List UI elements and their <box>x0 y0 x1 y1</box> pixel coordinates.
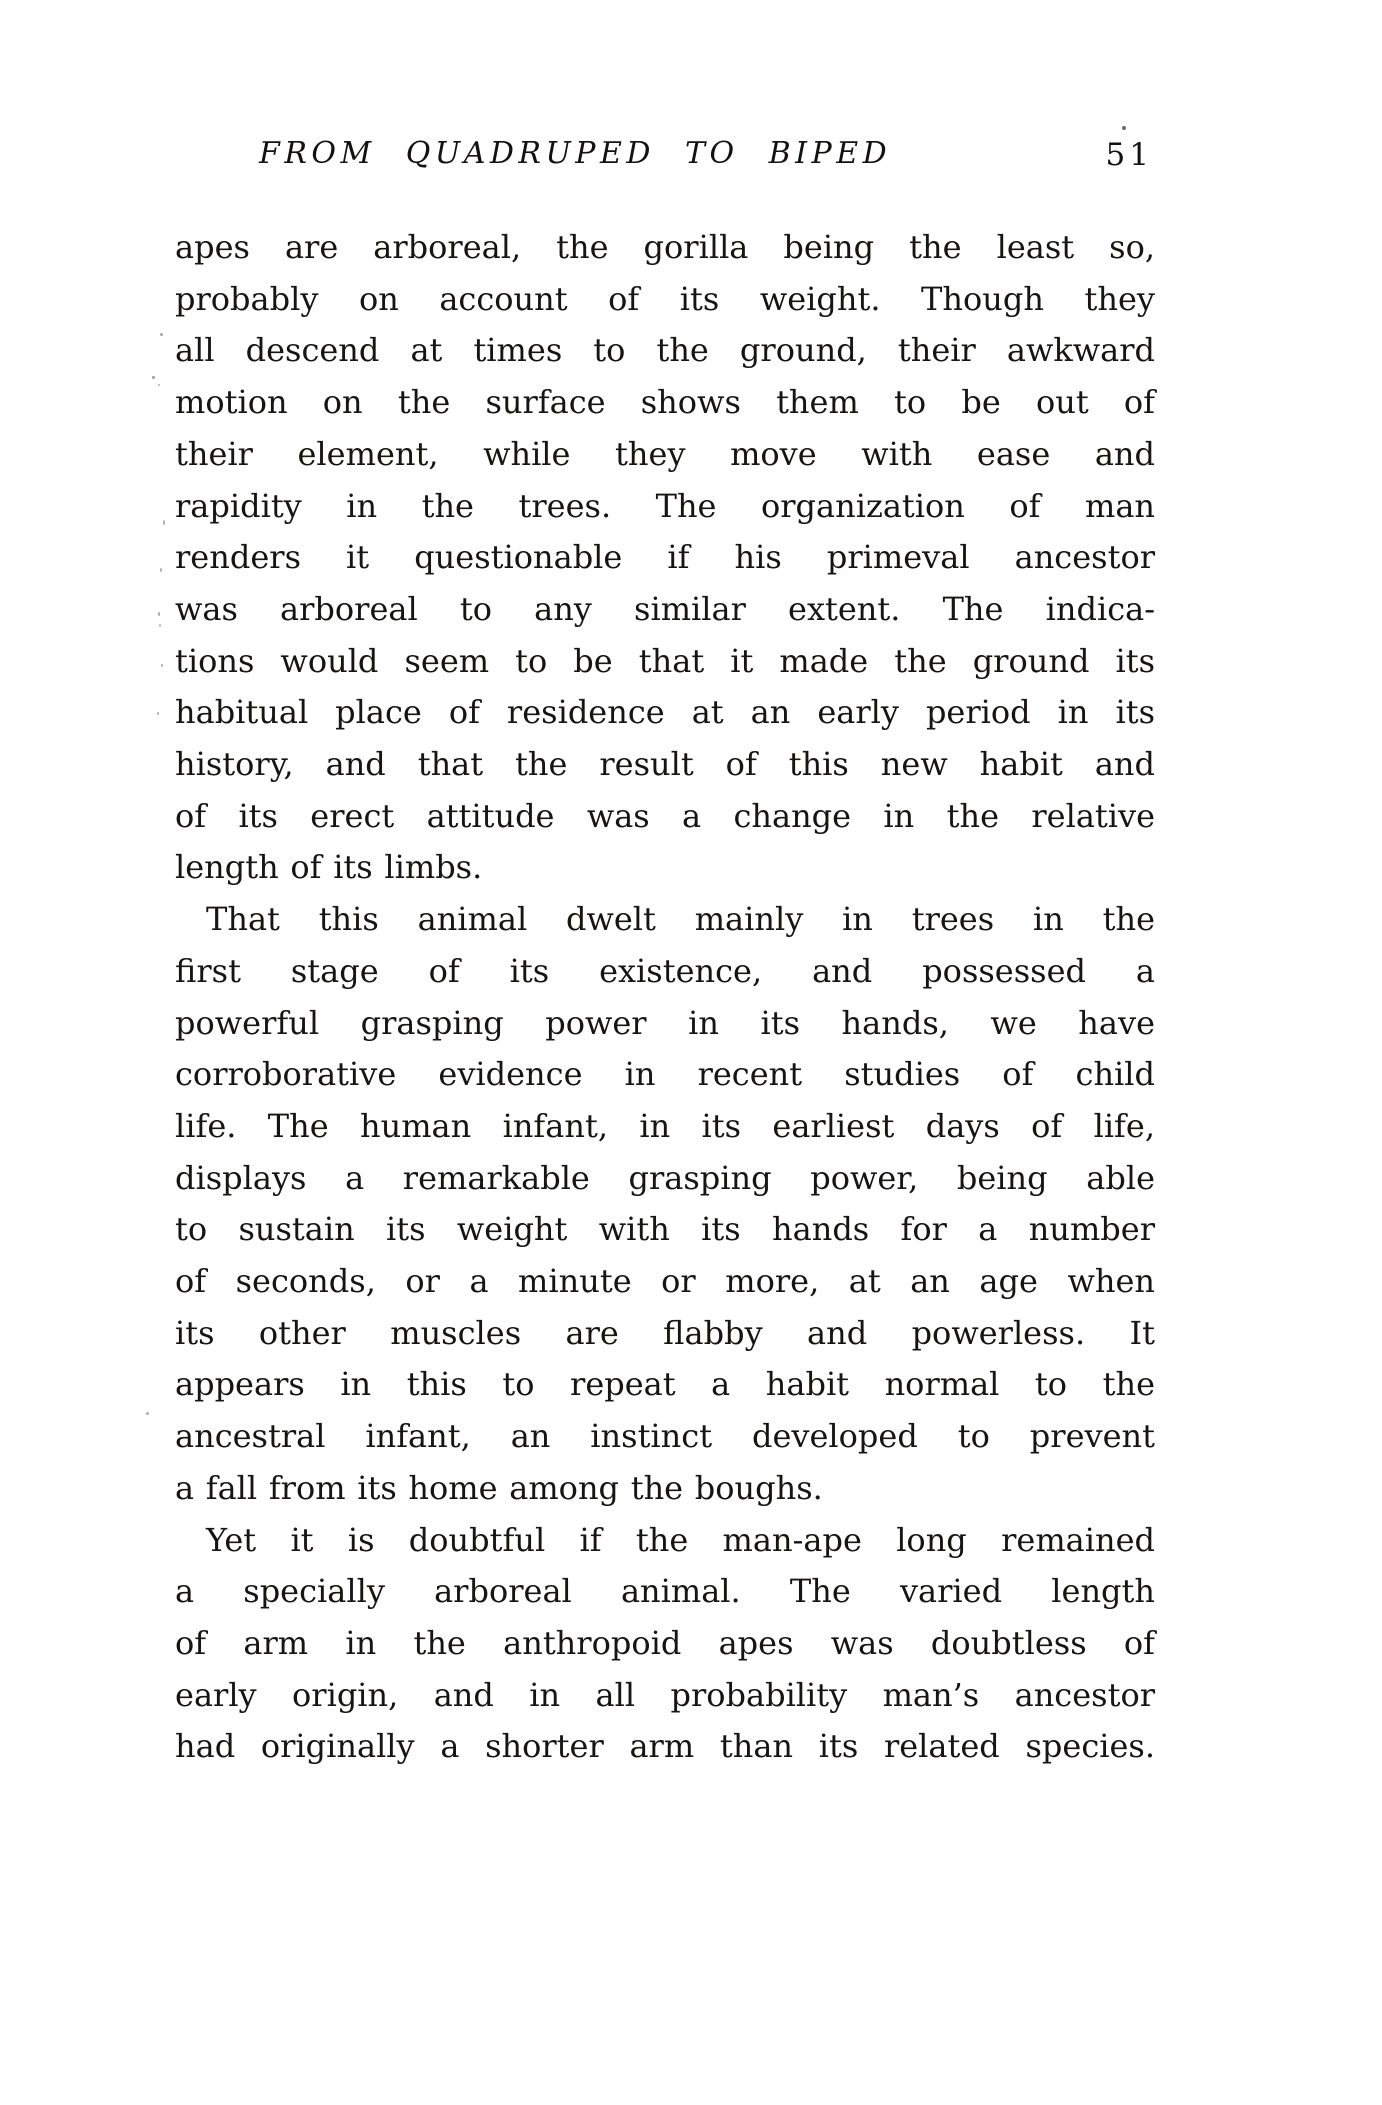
scan-speck <box>159 624 161 627</box>
text-line: motion on the surface shows them to be out of <box>175 383 1155 422</box>
scan-speck <box>157 712 159 715</box>
running-head-title: FROM QUADRUPED TO BIPED <box>259 136 892 171</box>
text-line: rapidity in the trees. The organization of man <box>175 486 1155 525</box>
text-line: appears in this to repeat a habit normal to the <box>175 1365 1155 1404</box>
text-line: corroborative evidence in recent studies of child <box>175 1055 1155 1094</box>
scan-speck <box>158 612 160 616</box>
text-line: its other muscles are flabby and powerless. It <box>175 1313 1155 1352</box>
text-line: a specially arboreal animal. The varied length <box>175 1572 1155 1611</box>
text-line: That this animal dwelt mainly in trees in the <box>206 900 1155 939</box>
text-line: powerful grasping power in its hands, we have <box>175 1003 1155 1042</box>
text-block <box>175 222 1155 1773</box>
page-number: 51 <box>1105 137 1153 173</box>
text-line: length of its limbs. <box>175 848 483 887</box>
text-line: life. The human infant, in its earliest days of life, <box>175 1106 1155 1145</box>
text-line: probably on account of its weight. Though they <box>175 279 1155 318</box>
text-line: to sustain its weight with its hands for a number <box>175 1210 1155 1249</box>
text-line: tions would seem to be that it made the ground its <box>175 641 1155 680</box>
text-line: renders it questionable if his primeval ancestor <box>175 538 1155 577</box>
text-line: all descend at times to the ground, their awkward <box>175 331 1155 370</box>
text-line: early origin, and in all probability man’s ancestor <box>175 1675 1155 1714</box>
text-line: of arm in the anthropoid apes was doubtless of <box>175 1623 1155 1662</box>
text-line: first stage of its existence, and possessed a <box>175 951 1155 990</box>
scan-speck <box>160 568 162 572</box>
scan-speck <box>158 384 160 386</box>
text-line: apes are arboreal, the gorilla being the least so, <box>175 228 1155 266</box>
text-line: their element, while they move with ease and <box>175 434 1155 473</box>
text-line: was arboreal to any similar extent. The indica- <box>175 589 1155 628</box>
scan-speck <box>152 376 155 379</box>
text-line: of its erect attitude was a change in the relative <box>175 796 1155 835</box>
scan-speck <box>146 1412 149 1415</box>
text-line: history, and that the result of this new habit and <box>175 745 1155 784</box>
text-line: Yet it is doubtful if the man-ape long remained <box>206 1520 1155 1559</box>
text-line: had originally a shorter arm than its related species. <box>175 1727 1155 1766</box>
scan-speck <box>160 333 163 336</box>
scan-speck <box>1122 126 1126 130</box>
text-line: habitual place of residence at an early period in its <box>175 693 1155 732</box>
scan-speck <box>163 520 165 525</box>
text-line: of seconds, or a minute or more, at an age when <box>175 1262 1155 1301</box>
text-line: a fall from its home among the boughs. <box>175 1468 823 1507</box>
text-line: displays a remarkable grasping power, being able <box>175 1158 1155 1197</box>
text-line: ancestral infant, an instinct developed to prevent <box>175 1417 1155 1456</box>
scan-speck <box>161 664 163 667</box>
page-header <box>175 136 1155 180</box>
